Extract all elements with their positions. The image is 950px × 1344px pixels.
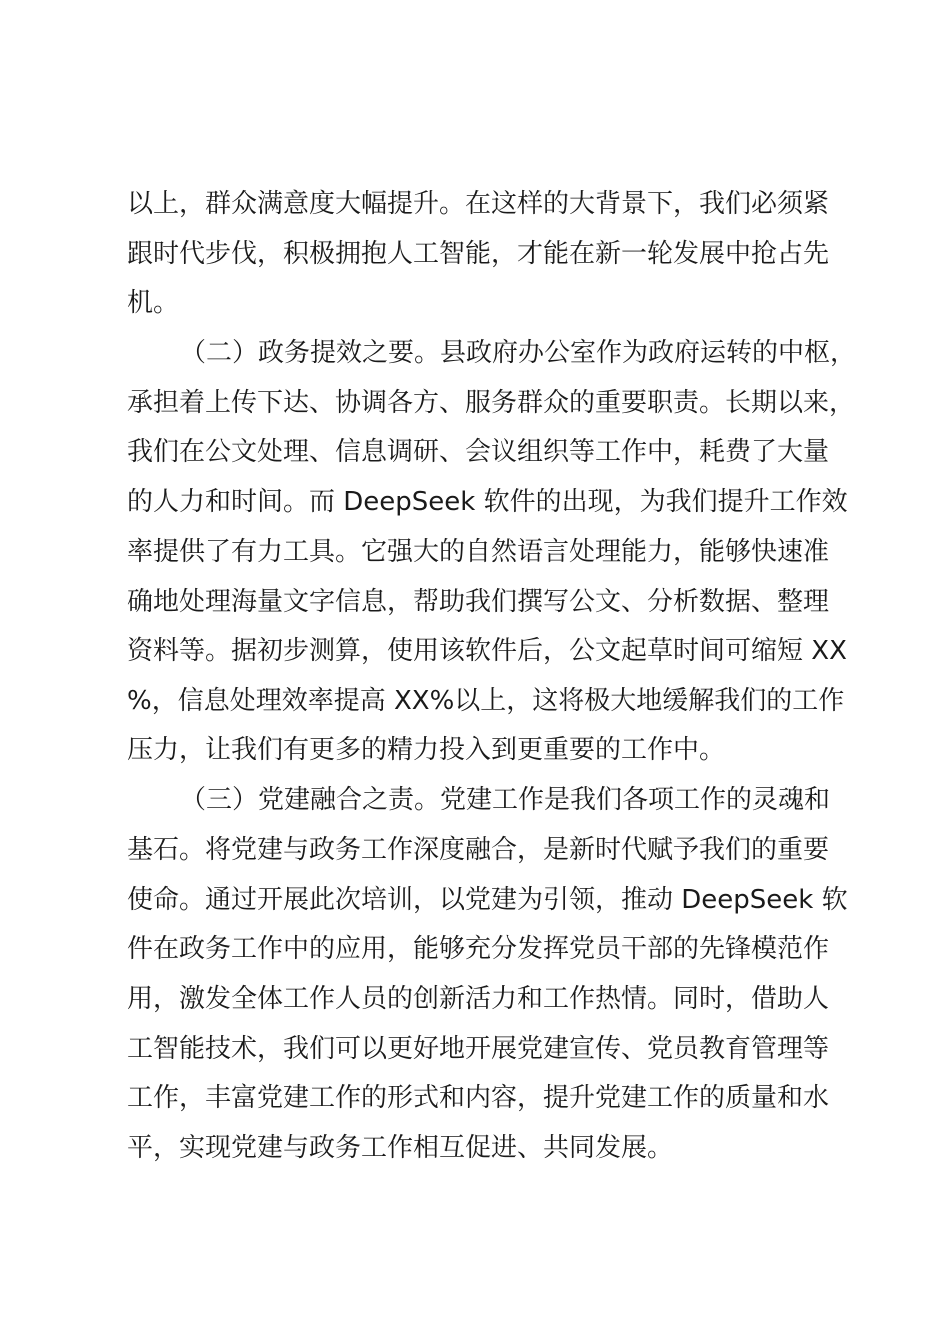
text-line: 率提供了有力工具。它强大的自然语言处理能力，能够快速准 [127,537,830,567]
text-line: 基石。将党建与政务工作深度融合，是新时代赋予我们的重要 [127,835,830,865]
section-heading-line: （二）政务提效之要。县政府办公室作为政府运转的中枢， [180,338,857,368]
text-line: 我们在公文处理、信息调研、会议组织等工作中，耗费了大量 [127,437,830,467]
text-line: 机。 [127,288,180,318]
text-line: 压力，让我们有更多的精力投入到更重要的工作中。 [127,735,726,765]
text-line: 件在政务工作中的应用，能够充分发挥党员干部的先锋模范作 [127,934,830,964]
text-line: %，信息处理效率提高 XX%以上，这将极大地缓解我们的工作 [127,686,845,716]
text-line: 工智能技术，我们可以更好地开展党建宣传、党员教育管理等 [127,1034,830,1064]
text-line: 承担着上传下达、协调各方、服务群众的重要职责。长期以来， [127,388,856,418]
text-line: 平，实现党建与政务工作相互促进、共同发展。 [127,1133,674,1163]
text-line: 确地处理海量文字信息，帮助我们撰写公文、分析数据、整理 [127,587,830,617]
text-line: 使命。通过开展此次培训，以党建为引领，推动 DeepSeek 软 [127,885,848,915]
text-line: 的人力和时间。而 DeepSeek 软件的出现，为我们提升工作效 [127,487,848,517]
section-heading-line: （三）党建融合之责。党建工作是我们各项工作的灵魂和 [180,785,831,815]
text-line: 跟时代步伐，积极拥抱人工智能，才能在新一轮发展中抢占先 [127,239,830,269]
text-line: 工作，丰富党建工作的形式和内容，提升党建工作的质量和水 [127,1083,830,1113]
text-line: 资料等。据初步测算，使用该软件后，公文起草时间可缩短 XX [127,636,847,666]
text-line: 用，激发全体工作人员的创新活力和工作热情。同时，借助人 [127,984,830,1014]
text-line: 以上，群众满意度大幅提升。在这样的大背景下，我们必须紧 [127,189,830,219]
